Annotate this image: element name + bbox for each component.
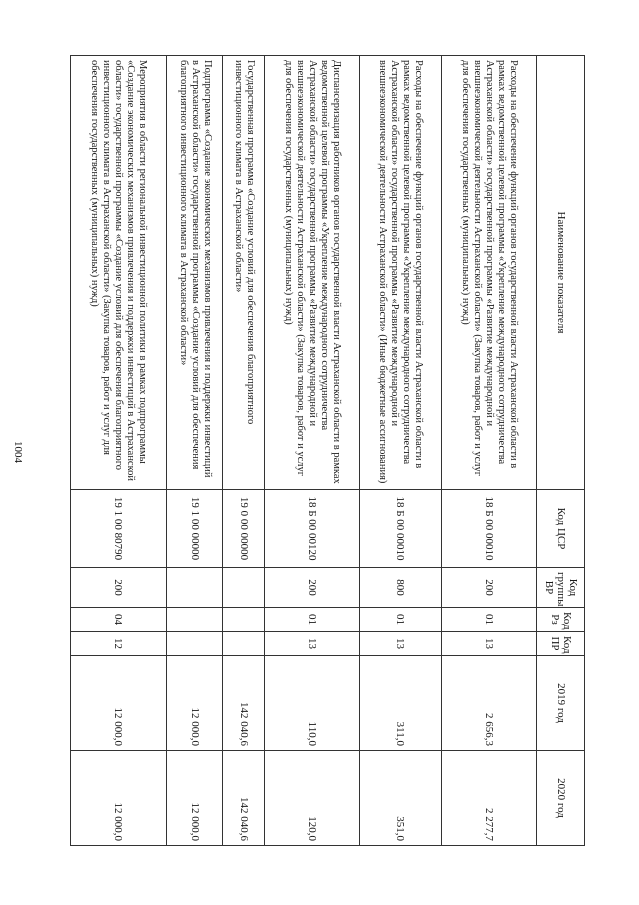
- row-vr: [166, 568, 223, 608]
- row-2019: 110,0: [264, 656, 359, 751]
- table-row: [359, 56, 442, 846]
- row-name: Расходы на обеспечение функций органов государственной власти Астраханской области в рамках ведомственной целевой программы «Укрепление международного сотрудничества Астраханской области» государственной программы «Развитие международной и внешнеэкономической деятельности Астраханской области» (Иные бюджетные ассигнования): [359, 56, 442, 490]
- header-name: Наименование показателя: [537, 56, 585, 490]
- table-row: [264, 56, 359, 846]
- header-vr: Код группы ВР: [537, 568, 585, 608]
- row-rz: 01: [442, 608, 537, 632]
- row-vr: 200: [264, 568, 359, 608]
- row-csr: 19 0 00 00000: [223, 490, 264, 568]
- header-2020: 2020 год: [537, 751, 585, 846]
- budget-table: [70, 55, 585, 846]
- budget-table-area: [70, 55, 585, 845]
- rotated-table-container: [70, 55, 585, 845]
- header-pr: Код ПР: [537, 632, 585, 656]
- row-2020: 120,0: [264, 751, 359, 846]
- row-vr: 200: [442, 568, 537, 608]
- page-number: 1004: [12, 441, 24, 463]
- row-name: Диспансеризация работников органов государственной власти Астраханской области в рамках ведомственной целевой программы «Укрепление международного сотрудничества Астраханской области» государственной программы «Развитие международной и внешнеэкономической деятельности Астраханской области» (Закупка товаров, работ и услуг для обеспечения государственных (муниципальных) нужд): [264, 56, 359, 490]
- row-name: Мероприятия в области региональной инвестиционной политики в рамках подпрограммы «Создание экономических механизмов привлечения и поддержки инвестиций в Астраханской области» государственной программы «Создание условий для обеспечения благоприятного инвестиционного климата в Астраханской области» (Закупка товаров, работ и услуг для обеспечения государственных (муниципальных) нужд): [71, 56, 167, 490]
- row-2019: 12 000,0: [71, 656, 167, 751]
- row-rz: [166, 608, 223, 632]
- row-csr: 18 Б 00 00010: [442, 490, 537, 568]
- row-2020: 12 000,0: [71, 751, 167, 846]
- row-pr: 13: [264, 632, 359, 656]
- row-vr: 200: [71, 568, 167, 608]
- table-header-row: [537, 56, 585, 846]
- row-pr: [223, 632, 264, 656]
- row-2019: 12 000,0: [166, 656, 223, 751]
- row-rz: [223, 608, 264, 632]
- row-2020: 2 277,7: [442, 751, 537, 846]
- row-pr: [166, 632, 223, 656]
- row-pr: 12: [71, 632, 167, 656]
- header-csr: Код ЦСР: [537, 490, 585, 568]
- table-row: [71, 56, 167, 846]
- row-csr: 18 Б 00 00120: [264, 490, 359, 568]
- row-vr: [223, 568, 264, 608]
- header-rz: Код Рз: [537, 608, 585, 632]
- row-csr: 18 Б 00 00010: [359, 490, 442, 568]
- row-pr: 13: [442, 632, 537, 656]
- row-csr: 19 1 00 80790: [71, 490, 167, 568]
- row-name: Расходы на обеспечение функций органов государственной власти Астраханской области в рамках ведомственной целевой программы «Укрепление международного сотрудничества Астраханской области» государственной программы «Развитие международной и внешнеэкономической деятельности Астраханской области» (Закупка товаров, работ и услуг для обеспечения государственных (муниципальных) нужд): [442, 56, 537, 490]
- row-2020: 142 040,6: [223, 751, 264, 846]
- row-2019: 142 040,6: [223, 656, 264, 751]
- row-csr: 19 1 00 00000: [166, 490, 223, 568]
- row-rz: 01: [264, 608, 359, 632]
- row-2020: 351,0: [359, 751, 442, 846]
- row-2019: 311,0: [359, 656, 442, 751]
- row-rz: 04: [71, 608, 167, 632]
- header-2019: 2019 год: [537, 656, 585, 751]
- table-row: [442, 56, 537, 846]
- table-row: [166, 56, 223, 846]
- row-vr: 800: [359, 568, 442, 608]
- row-name: Подпрограмма «Создание экономических механизмов привлечения и поддержки инвестиций в Астраханской области» государственной программы «Создание условий для обеспечения благоприятного инвестиционного климата в Астраханской области»: [166, 56, 223, 490]
- row-name: Государственная программа «Создание условий для обеспечения благоприятного инвестиционного климата в Астраханской области»: [223, 56, 264, 490]
- row-rz: 01: [359, 608, 442, 632]
- row-pr: 13: [359, 632, 442, 656]
- row-2020: 12 000,0: [166, 751, 223, 846]
- row-2019: 2 656,3: [442, 656, 537, 751]
- table-row: [223, 56, 264, 846]
